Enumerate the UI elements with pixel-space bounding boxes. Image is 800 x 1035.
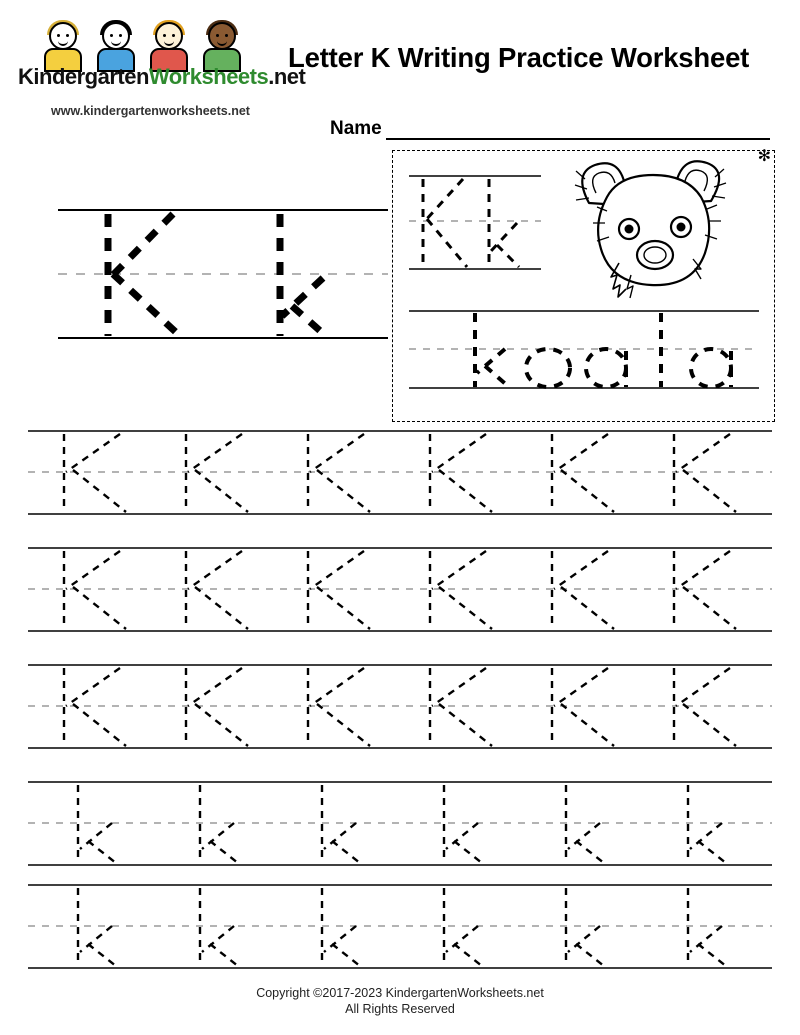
trace-letter — [308, 551, 370, 629]
name-input-line[interactable] — [386, 119, 770, 140]
name-label: Name — [330, 118, 382, 139]
four-children-icon — [38, 18, 263, 70]
trace-letter — [430, 434, 492, 512]
trace-letter — [430, 551, 492, 629]
practice-row-2[interactable] — [28, 545, 772, 635]
trace-letter — [186, 434, 248, 512]
trace-letter — [64, 434, 126, 512]
trace-letter — [186, 668, 248, 746]
practice-row-5[interactable] — [28, 882, 772, 972]
practice-row-3-svg — [28, 662, 772, 752]
star-icon: ✻ — [757, 148, 771, 165]
practice-row-1-svg — [28, 428, 772, 518]
practice-row-1[interactable] — [28, 428, 772, 518]
logo-word-part2: Worksheets — [148, 64, 269, 89]
trace-letter — [78, 888, 116, 966]
demo-uppercase-k — [423, 179, 467, 267]
trace-letter — [64, 668, 126, 746]
practice-row-2-svg — [28, 545, 772, 635]
trace-letter — [308, 434, 370, 512]
rights-text: All Rights Reserved — [345, 1002, 455, 1016]
trace-letter — [566, 888, 604, 966]
name-field-row — [330, 118, 770, 140]
trace-letter — [322, 785, 360, 863]
child-icon-3 — [146, 22, 192, 70]
trace-letter — [78, 785, 116, 863]
trace-letter — [688, 785, 726, 863]
trace-letter — [552, 668, 614, 746]
trace-letter — [64, 551, 126, 629]
trace-letter — [200, 888, 238, 966]
trace-letter — [308, 668, 370, 746]
child-icon-2 — [93, 22, 139, 70]
logo-wordmark — [18, 64, 306, 90]
demo-word-koala — [475, 313, 731, 387]
trace-letter — [674, 668, 736, 746]
trace-letter — [322, 888, 360, 966]
practice-row-4-svg — [28, 779, 772, 869]
logo-word-part3: .net — [268, 64, 306, 89]
big-lowercase-k — [280, 214, 326, 336]
child-icon-1 — [40, 22, 86, 70]
copyright-text: Copyright ©2017-2023 KindergartenWorksheets.net — [256, 986, 544, 1000]
child-icon-4 — [199, 22, 245, 70]
demo-panel — [392, 150, 775, 422]
big-letter-demo — [58, 206, 388, 346]
logo-url: www.kindergartenworksheets.net — [51, 104, 250, 118]
practice-row-4[interactable] — [28, 779, 772, 869]
trace-letter — [444, 785, 482, 863]
trace-letter — [200, 785, 238, 863]
koala-face-drawing — [575, 161, 726, 298]
page-footer — [0, 985, 800, 1017]
trace-letter — [552, 551, 614, 629]
trace-letter — [444, 888, 482, 966]
page-header — [0, 18, 800, 138]
trace-letter — [674, 551, 736, 629]
logo-word-part1: Kindergarten — [18, 64, 149, 89]
trace-letter — [674, 434, 736, 512]
trace-letter — [566, 785, 604, 863]
trace-letter — [186, 551, 248, 629]
practice-row-5-svg — [28, 882, 772, 972]
site-logo[interactable] — [18, 18, 306, 118]
big-letter-svg — [58, 206, 388, 346]
demo-panel-svg — [393, 148, 774, 421]
trace-letter — [430, 668, 492, 746]
demo-lowercase-k — [489, 179, 519, 267]
trace-letter — [552, 434, 614, 512]
page-title: Letter K Writing Practice Worksheet — [288, 42, 750, 73]
big-uppercase-k — [108, 214, 180, 336]
practice-row-3[interactable] — [28, 662, 772, 752]
trace-letter — [688, 888, 726, 966]
